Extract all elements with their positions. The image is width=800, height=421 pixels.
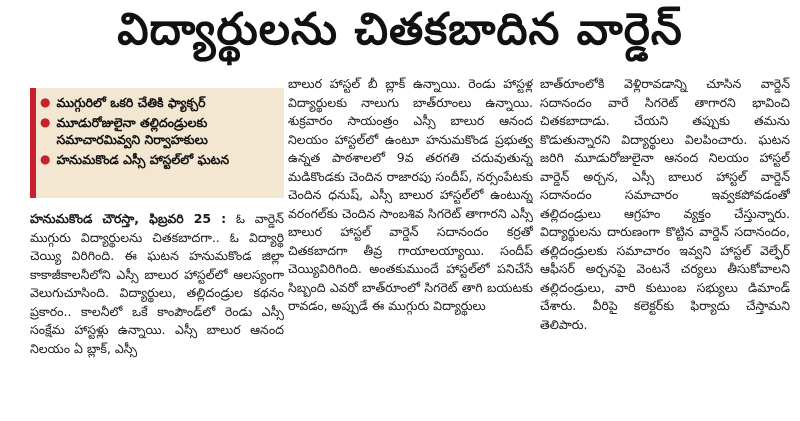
- highlight-text: మూడురోజులైనా తల్లిదండ్రులకు సమాచారమివ్వని నిర్వాహకులు: [56, 115, 208, 147]
- highlight-item: [40, 114, 280, 148]
- highlight-item: [40, 151, 280, 168]
- article-text: ఓ వార్డెన్ ముగ్గురు విద్యార్థులను చితకబాదగా.. ఓ విద్యార్థి చెయ్యి విరిగింది. ఈ ఘటన హనుమకొండ జిల్లా కాకాజీకాలనీలోని ఎస్సీ బాలుర హాస్టల్‌లో ఆలస్యంగా వెలుగుచూసింది. విద్యార్థులు, తల్లిదండ్రుల కథనం ప్రకారం.. కాలనీలో ఒకే కాంపౌండ్‌లో రెండు ఎస్సీ సంక్షేమ హాస్టళ్లు ఉన్నాయి. ఎస్సీ బాలుర ఆనంద నిలయం ఏ బ్లాక్, ఎస్సీ: [30, 211, 284, 356]
- highlights-box: [30, 88, 284, 198]
- article-column-1: [30, 210, 284, 410]
- highlight-text: ముగ్గురిలో ఒకరి చేతికి ఫ్యాక్చర్: [56, 95, 206, 110]
- dateline: హనుమకొండ చౌరస్తా, ఫిబ్రవరి 25 :: [30, 211, 227, 226]
- highlight-item: [40, 94, 280, 111]
- headline: విద్యార్థులను చితకబాదిన వార్డెన్: [117, 4, 683, 55]
- article-text: బాలుర హాస్టల్ బీ బ్లాక్ ఉన్నాయి. రెండు హాస్టళ్ల విద్యార్థులకు నాలుగు బాత్‌రూంలు ఉన్నాయి. శుక్రవారం సాయంత్రం ఎస్సీ బాలుర ఆనంద నిలయం హాస్టల్‌లో ఉంటూ హనుమకొండ ప్రభుత్వ ఉన్నత పాఠశాలలో 9వ తరగతి చదువుతున్న మడికొండకు చెందిన రాజారపు సందీప్, నర్సంపేటకు చెందిన ధనుష్, ఎస్సీ బాలుర హాస్టల్‌లో ఉంటున్న వరంగల్‌కు చెందిన సాంబశివ సిగరెట్ తాగారని ఎస్సీ బాలుర హాస్టల్ వార్డెన్ సదానందం కర్రతో చితకబాదగా తీవ్ర గాయాలయ్యాయి. సందీప్ చెయ్యివిరిగింది. అంతకుముందే హాస్టల్‌లో పనిచేసే సిబ్బంది ఎవరో బాత్‌రూంలో సిగరెట్ తాగి బయటకు రావడం, అప్పుడే ఈ ముగ్గురు విద్యార్థులు: [288, 76, 533, 313]
- bullet-icon: ●: [40, 152, 51, 166]
- bullet-icon: ●: [40, 115, 51, 129]
- article-column-2: [288, 75, 533, 415]
- article-text: బాత్‌రూంలోకి వెళ్లిరావడాన్ని చూసిన వార్డెన్ సదానందం వారే సిగరెట్ తాగారని భావించి చితకబాదాడు. చేయని తప్పుకు తమను కొడుతున్నారని విద్యార్థులు విలపించారు. ఘటన జరిగి మూడురోజులైనా ఆనంద నిలయం హాస్టల్ వార్డెన్ అర్చన, ఎస్సీ బాలుర హాస్టల్ వార్డెన్ సదానందం సమాచారం ఇవ్వకపోవడంతో తల్లిదండ్రులు ఆగ్రహం వ్యక్తం చేస్తున్నారు. విద్యార్థులను దారుణంగా కొట్టిన వార్డెన్ సదానందం, తల్లిదండ్రులకు సమాచారం ఇవ్వని హాస్టల్ వెల్ఫేర్ ఆఫీసర్ అర్చనపై వెంటనే చర్యలు తీసుకోవాలని తల్లిదండ్రులు, వారి కుటుంబ సభ్యులు డిమాండ్ చేశారు. వీరిపై కలెక్టర్‌కు ఫిర్యాదు చేస్తామని తెలిపారు.: [540, 76, 790, 332]
- article-column-3: [540, 75, 790, 415]
- highlight-text: హనుమకొండ ఎస్సీ హాస్టల్‌లో ఘటన: [56, 152, 230, 167]
- bullet-icon: ●: [40, 95, 51, 109]
